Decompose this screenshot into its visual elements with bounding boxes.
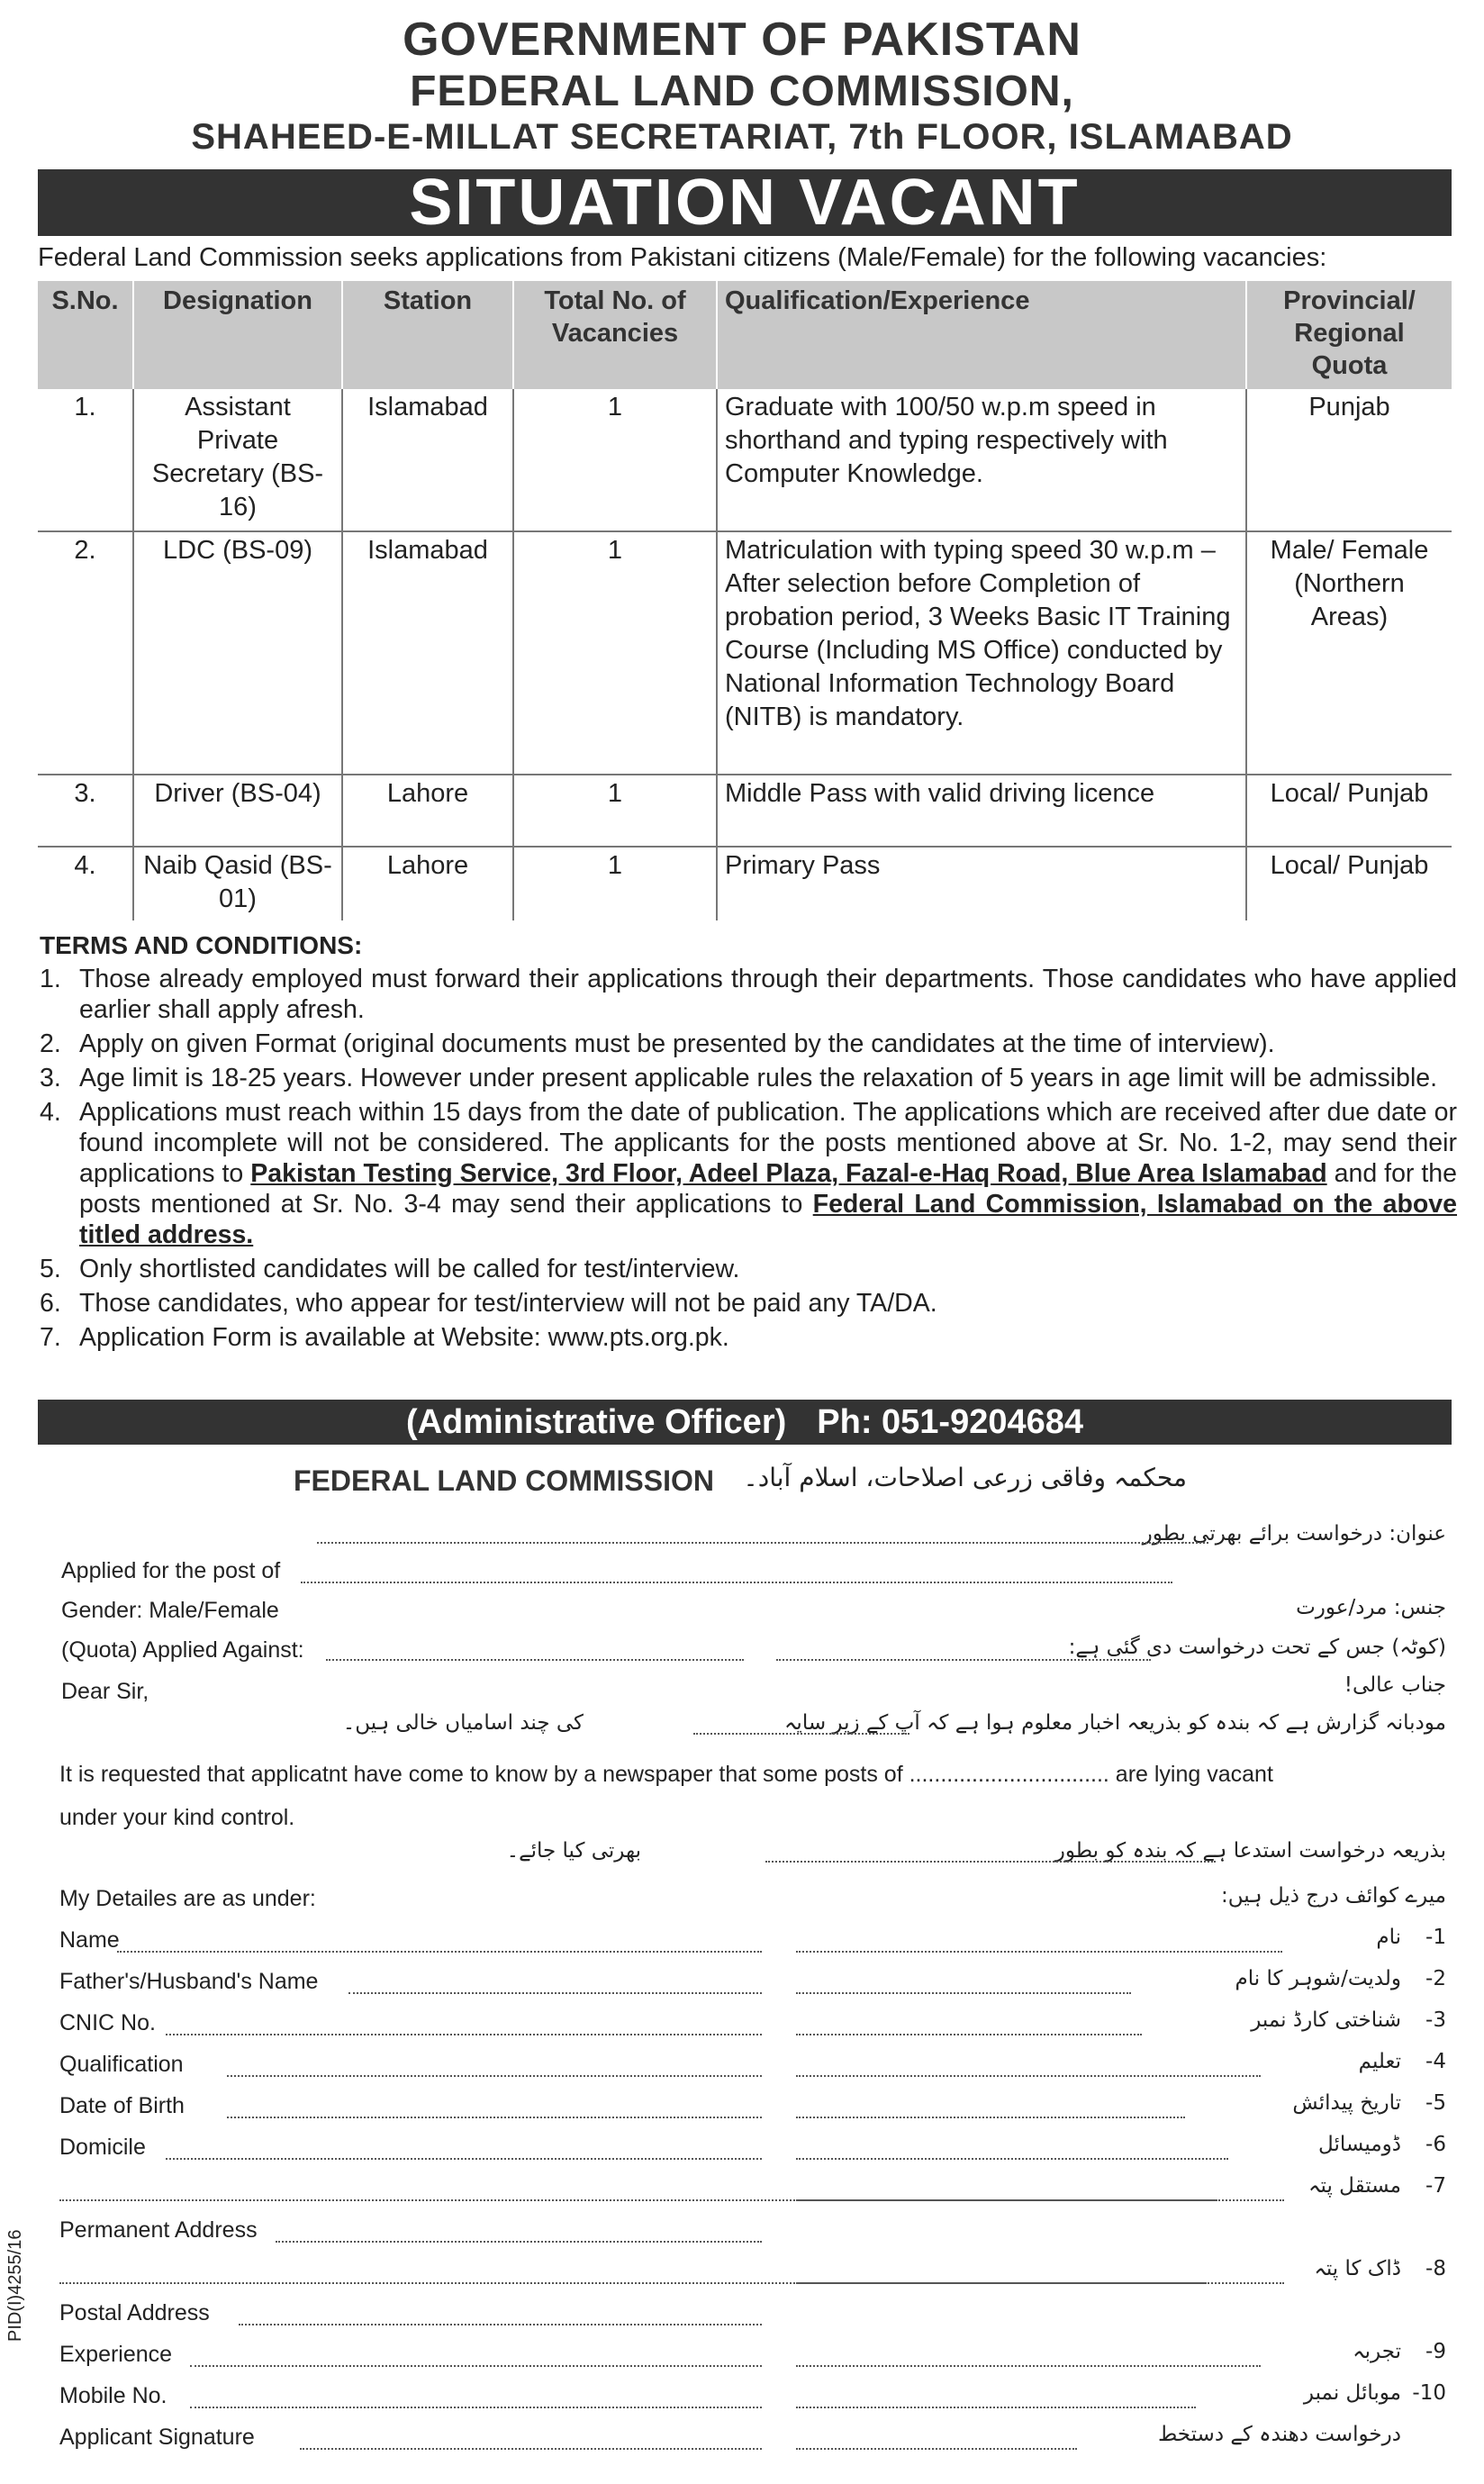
detail-number: 4- (1425, 2050, 1446, 2073)
cell-vacancies: 1 (513, 389, 717, 531)
cell-qualification: Matriculation with typing speed 30 w.p.m – After selection before Completion of probation period, 3 Weeks Basic IT Training Course (Including MS Office) conducted by National Information Technology Board (NITB) is mandatory. (717, 531, 1246, 775)
details-label: My Detailes are as under: (59, 1886, 316, 1911)
term-item (40, 1288, 1457, 1319)
cell-quota: Local/ Punjab (1246, 775, 1452, 847)
column-header-quota: Provincial/ Regional Quota (1246, 281, 1452, 389)
cell-designation: LDC (BS-09) (133, 531, 342, 775)
detail-label-urdu: ڈاک کا پتہ (1314, 2257, 1401, 2280)
term-number: 3. (40, 1064, 61, 1092)
gender-label: Gender: Male/Female (61, 1598, 279, 1623)
cell-qualification: Primary Pass (717, 847, 1246, 920)
detail-label-english: Name (59, 1927, 120, 1953)
table-row (38, 847, 1452, 920)
term-text: Application Form is available at Website: www.pts.org.pk. (79, 1323, 729, 1352)
cell-qualification: Middle Pass with valid driving licence (717, 775, 1246, 847)
cell-quota: Punjab (1246, 389, 1452, 531)
cell-station: Lahore (342, 775, 513, 847)
request-english-2: under your kind control. (59, 1805, 295, 1830)
cell-sno: 2. (38, 531, 133, 775)
subject-line (317, 1542, 1208, 1544)
term-item (40, 1097, 1457, 1250)
cell-quota: Local/ Punjab (1246, 847, 1452, 920)
detail-field-english[interactable] (239, 2324, 762, 2325)
quota-field-urdu[interactable] (776, 1659, 1151, 1661)
column-header-station: Station (342, 281, 513, 389)
detail-label-english: Permanent Address (59, 2217, 258, 2243)
terms-list (40, 964, 1457, 1356)
detail-number: 10- (1412, 2381, 1446, 2405)
detail-field-english[interactable] (117, 1951, 762, 1953)
quota-field[interactable] (326, 1659, 744, 1661)
detail-field-english[interactable] (276, 2241, 763, 2243)
quota-label: (Quota) Applied Against: (61, 1637, 304, 1663)
salutation-urdu: جناب عالی! (1344, 1673, 1446, 1697)
cell-designation: Naib Qasid (BS-01) (133, 847, 342, 920)
term-item (40, 1029, 1457, 1059)
details-urdu: میرے کوائف درج ذیل ہیں: (1220, 1884, 1446, 1908)
detail-label-english: Mobile No. (59, 2383, 167, 2408)
cell-vacancies: 1 (513, 847, 717, 920)
form-heading-english: FEDERAL LAND COMMISSION (294, 1464, 714, 1497)
detail-field-english[interactable] (227, 2075, 763, 2077)
situation-vacant-banner: SITUATION VACANT (38, 169, 1452, 236)
detail-label-english: Qualification (59, 2052, 184, 2077)
phone-number: Ph: 051-9204684 (817, 1403, 1084, 1441)
detail-field-urdu[interactable] (796, 1951, 1282, 1953)
detail-label-urdu: تجربہ (1353, 2340, 1401, 2363)
cell-sno: 4. (38, 847, 133, 920)
detail-label-urdu: تاریخ پیدائش (1292, 2091, 1401, 2115)
detail-label-english: Postal Address (59, 2300, 210, 2325)
detail-label-urdu: شناختی کارڈ نمبر (1251, 2008, 1401, 2032)
cell-designation: Assistant Private Secretary (BS-16) (133, 389, 342, 531)
detail-number: 2- (1425, 1967, 1446, 1990)
table-row (38, 531, 1452, 775)
column-header-sno: S.No. (38, 281, 133, 389)
detail-label-urdu: تعلیم (1358, 2050, 1401, 2073)
post-field[interactable] (301, 1582, 1172, 1583)
cell-designation: Driver (BS-04) (133, 775, 342, 847)
detail-label-english: Domicile (59, 2135, 146, 2160)
request-urdu-end: کی چند اسامیاں خالی ہیں۔ (342, 1711, 584, 1735)
term-text: and for the posts mentioned at Sr. No. 3-4 may send their applications to (79, 1159, 1458, 1219)
term-text: Age limit is 18-25 years. However under present applicable rules the relaxation of 5 years in age limit will be admissible. (79, 1064, 1438, 1092)
detail-label-english: Father's/Husband's Name (59, 1969, 319, 1994)
cell-quota: Male/ Female (Northern Areas) (1246, 531, 1452, 775)
detail-number: 9- (1425, 2340, 1446, 2363)
detail-number: 3- (1425, 2008, 1446, 2032)
detail-number: 1- (1425, 1926, 1446, 1949)
detail-field-urdu[interactable] (796, 2282, 1207, 2284)
detail-number: 5- (1425, 2091, 1446, 2115)
detail-field-urdu[interactable] (796, 2034, 1142, 2035)
term-text: Apply on given Format (original documents must be presented by the candidates at the time of interview). (79, 1029, 1275, 1058)
cell-vacancies: 1 (513, 531, 717, 775)
header-line-1: GOVERNMENT OF PAKISTAN (403, 14, 1081, 66)
detail-field-english[interactable] (300, 2448, 763, 2450)
detail-label-urdu: مستقل پتہ (1308, 2174, 1401, 2198)
cell-sno: 1. (74, 393, 96, 422)
terms-title: TERMS AND CONDITIONS: (40, 931, 363, 959)
request-english-1: It is requested that applicatnt have come to know by a newspaper that some posts of ................................ are lying vacant (59, 1762, 1273, 1787)
header-line-2: FEDERAL LAND COMMISSION, (410, 68, 1074, 115)
term-item (40, 1063, 1457, 1093)
term-text: Applications must reach within 15 days from the date of publication. The applications which are received after due date or found incomplete will not be considered. The applicants for the posts mentioned above at Sr. No. 1-2, may send their applications to (79, 1098, 1457, 1188)
term-text: Those already employed must forward their applications through their departments. Those candidates who have applied earlier shall apply afresh. (79, 965, 1457, 1024)
detail-field-urdu[interactable] (796, 1992, 1131, 1994)
cell-qualification: Graduate with 100/50 w.p.m speed in shorthand and typing respectively with Computer Knowledge. (717, 389, 1246, 531)
detail-label-english: CNIC No. (59, 2010, 156, 2035)
detail-label-urdu: نام (1376, 1926, 1401, 1949)
detail-number: 8- (1425, 2257, 1446, 2280)
detail-field-urdu[interactable] (796, 2448, 1077, 2450)
detail-field-english[interactable] (190, 2407, 762, 2408)
table-row (38, 775, 1452, 847)
term-text: Only shortlisted candidates will be called for test/interview. (79, 1255, 740, 1283)
detail-label-english: Experience (59, 2342, 173, 2367)
detail-field-english[interactable] (166, 2158, 762, 2160)
column-header-designation: Designation (133, 281, 342, 389)
detail-label-english: Applicant Signature (59, 2425, 255, 2450)
dear-sir: Dear Sir, (61, 1679, 149, 1704)
detail-field-english[interactable] (227, 2117, 763, 2118)
cell-station: Islamabad (342, 389, 513, 531)
detail-label-urdu: موبائل نمبر (1303, 2381, 1401, 2405)
detail-label-urdu: ولدیت/شوہر کا نام (1235, 1967, 1401, 1990)
term-item (40, 964, 1457, 1025)
officer-title: (Administrative Officer) (405, 1403, 787, 1441)
detail-field-urdu[interactable] (796, 2199, 1217, 2201)
vacancies-table (38, 281, 1452, 920)
request-post-field[interactable] (693, 1733, 909, 1735)
detail-field-english[interactable] (190, 2365, 762, 2367)
column-header-vacancies: Total No. of Vacancies (513, 281, 717, 389)
term-number: 6. (40, 1289, 61, 1318)
cell-sno: 3. (38, 775, 133, 847)
term-number: 5. (40, 1255, 61, 1283)
appoint-field[interactable] (765, 1861, 1216, 1863)
request-urdu: مودبانہ گزارش ہے کہ بندہ کو بذریعہ اخبار معلوم ہوا ہے کہ آپ کے زیر سایہ (783, 1711, 1446, 1735)
detail-field-english[interactable] (348, 1992, 763, 1994)
header-line-3: SHAHEED-E-MILLAT SECRETARIAT, 7th FLOOR, ISLAMABAD (191, 117, 1293, 157)
term-text: Those candidates, who appear for test/interview will not be paid any TA/DA. (79, 1289, 937, 1318)
column-header-qualification: Qualification/Experience (717, 281, 1246, 389)
detail-field-urdu[interactable] (796, 2117, 1185, 2118)
term-number: 4. (40, 1098, 61, 1127)
quota-urdu: (کوٹہ) جس کے تحت درخواست دی گئی ہے: (1068, 1636, 1446, 1659)
detail-label-urdu: ڈومیسائل (1318, 2133, 1401, 2156)
cell-vacancies: 1 (513, 775, 717, 847)
appoint-urdu: بذریعہ درخواست استدعا ہے کہ بندہ کو بطور (1054, 1839, 1446, 1863)
detail-field-urdu[interactable] (796, 2075, 1261, 2077)
flc-address: Federal Land Commission, Islamabad on the above titled address. (79, 1190, 1458, 1249)
term-number: 1. (40, 965, 61, 993)
term-number: 7. (40, 1323, 61, 1352)
detail-number: 7- (1425, 2174, 1446, 2198)
detail-number: 6- (1425, 2133, 1446, 2156)
detail-field-english[interactable] (166, 2034, 762, 2035)
contact-bar (38, 1400, 1452, 1445)
appoint-urdu-end: بھرتی کیا جائے۔ (506, 1839, 641, 1863)
publication-code: PID(I)4255/16 (5, 2229, 25, 2342)
form-heading-urdu: محکمہ وفاقی زرعی اصلاحات، اسلام آباد۔ (743, 1463, 1187, 1492)
table-row (38, 389, 1452, 531)
intro-text: Federal Land Commission seeks applications from Pakistani citizens (Male/Female) for the following vacancies: (38, 243, 1327, 272)
term-item (40, 1322, 1457, 1353)
gender-urdu: جنس: مرد/عورت (1296, 1596, 1446, 1619)
detail-field-urdu[interactable] (796, 2365, 1261, 2367)
subject-urdu: عنوان: درخواست برائے بھرتی بطور (1142, 1522, 1446, 1546)
table-header-row (38, 281, 1452, 389)
cell-station: Islamabad (342, 531, 513, 775)
post-label: Applied for the post of (61, 1558, 281, 1583)
detail-label-urdu: درخواست دھندہ کے دستخط (1157, 2423, 1401, 2446)
term-item (40, 1254, 1457, 1284)
pts-address: Pakistan Testing Service, 3rd Floor, Adeel Plaza, Fazal-e-Haq Road, Blue Area Islamabad (250, 1159, 1327, 1188)
term-number: 2. (40, 1029, 61, 1058)
cell-station: Lahore (342, 847, 513, 920)
detail-field-urdu[interactable] (796, 2407, 1196, 2408)
detail-field-urdu[interactable] (796, 2158, 1228, 2160)
detail-label-english: Date of Birth (59, 2093, 185, 2118)
